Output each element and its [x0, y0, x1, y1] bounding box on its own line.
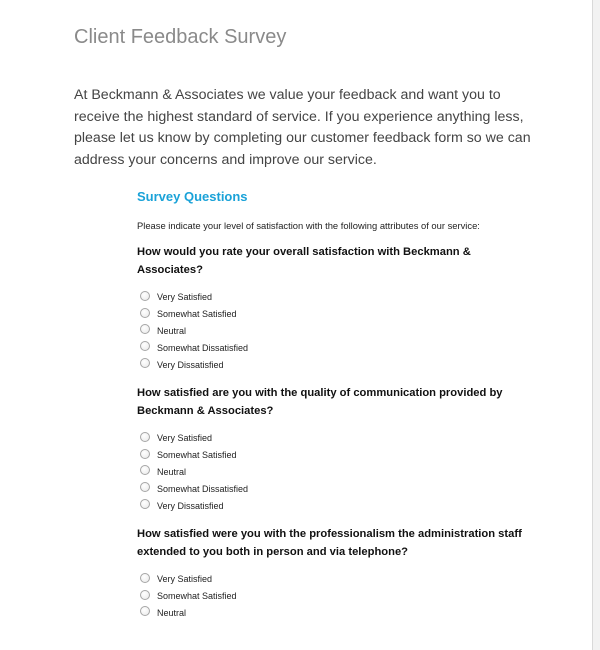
radio-button[interactable] [140, 482, 150, 492]
radio-button[interactable] [140, 324, 150, 334]
option-very-satisfied[interactable] [137, 430, 537, 447]
options-group [137, 289, 537, 373]
option-somewhat-satisfied[interactable] [137, 447, 537, 464]
option-neutral[interactable] [137, 323, 537, 340]
radio-button[interactable] [140, 465, 150, 475]
option-somewhat-dissatisfied[interactable] [137, 480, 537, 497]
options-group [137, 430, 537, 514]
radio-button[interactable] [140, 606, 150, 616]
instruction-text: Please indicate your level of satisfaction with the following attributes of our service: [137, 220, 480, 231]
intro-paragraph: At Beckmann & Associates we value your feedback and want you to receive the highest standard of service. If you experience anything less, please let us know by completing our customer feedback form so we can address your concerns and improve our service. [74, 87, 531, 168]
option-label: Very Dissatisfied [157, 500, 224, 511]
option-label: Somewhat Dissatisfied [157, 342, 249, 353]
option-very-dissatisfied[interactable] [137, 356, 537, 373]
option-label: Neutral [157, 607, 187, 618]
option-label: Very Satisfied [157, 433, 213, 444]
option-very-satisfied[interactable] [137, 571, 537, 588]
radio-button[interactable] [140, 573, 150, 583]
option-neutral[interactable] [137, 605, 537, 622]
option-label: Neutral [157, 325, 187, 336]
document-title: Client Feedback Survey [74, 26, 287, 48]
option-label: Very Satisfied [157, 574, 213, 585]
radio-button[interactable] [140, 432, 150, 442]
question-1 [137, 243, 537, 373]
option-very-dissatisfied[interactable] [137, 497, 537, 514]
option-somewhat-satisfied[interactable] [137, 306, 537, 323]
question-text: How satisfied are you with the quality of communication provided by Beckmann & Associates? [137, 386, 503, 417]
radio-button[interactable] [140, 341, 150, 351]
radio-button[interactable] [140, 499, 150, 509]
question-3 [137, 525, 537, 621]
option-label: Somewhat Satisfied [157, 591, 237, 602]
question-2 [137, 384, 537, 514]
section-title: Survey Questions [137, 189, 248, 204]
radio-button[interactable] [140, 590, 150, 600]
option-very-satisfied[interactable] [137, 289, 537, 306]
option-neutral[interactable] [137, 464, 537, 481]
question-text: How would you rate your overall satisfaction with Beckmann & Associates? [137, 246, 471, 276]
options-group [137, 571, 537, 621]
survey-questions-section [137, 188, 537, 621]
option-label: Very Dissatisfied [157, 359, 224, 370]
option-somewhat-satisfied[interactable] [137, 588, 537, 605]
radio-button[interactable] [140, 308, 150, 318]
radio-button[interactable] [140, 449, 150, 459]
option-label: Somewhat Dissatisfied [157, 483, 249, 494]
option-label: Somewhat Satisfied [157, 450, 237, 461]
option-label: Neutral [157, 466, 187, 477]
radio-button[interactable] [140, 291, 150, 301]
option-label: Very Satisfied [157, 292, 213, 303]
question-text: How satisfied were you with the professionalism the administration staff extended to you both in person and via telephone? [137, 527, 522, 558]
option-label: Somewhat Satisfied [157, 309, 237, 320]
option-somewhat-dissatisfied[interactable] [137, 339, 537, 356]
radio-button[interactable] [140, 358, 150, 368]
